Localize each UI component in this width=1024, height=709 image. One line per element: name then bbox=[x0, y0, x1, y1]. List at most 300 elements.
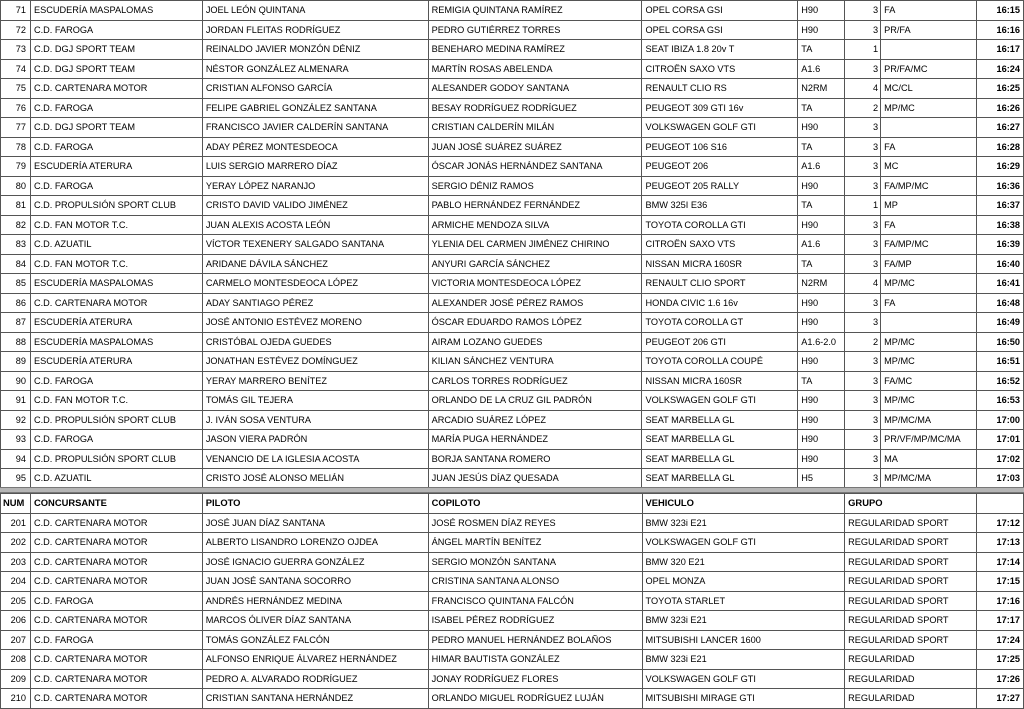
cell-hora: 17:13 bbox=[977, 533, 1024, 553]
cell-concursante: C.D. CARTENARA MOTOR bbox=[30, 513, 202, 533]
cell-copiloto: MARÍA PUGA HERNÁNDEZ bbox=[428, 430, 642, 450]
cell-vehiculo: SEAT IBIZA 1.8 20v T bbox=[642, 40, 798, 60]
cell-concursante: C.D. PROPULSIÓN SPORT CLUB bbox=[30, 410, 202, 430]
cell-piloto: FELIPE GABRIEL GONZÁLEZ SANTANA bbox=[202, 98, 428, 118]
cell-vehiculo: CITROËN SAXO VTS bbox=[642, 59, 798, 79]
cell-copiloto: BESAY RODRÍGUEZ RODRÍGUEZ bbox=[428, 98, 642, 118]
cell-hora: 17:01 bbox=[977, 430, 1024, 450]
cell-grupo: REGULARIDAD bbox=[845, 669, 977, 689]
cell-copiloto: ORLANDO MIGUEL RODRÍGUEZ LUJÁN bbox=[428, 689, 642, 709]
cell-vehiculo: NISSAN MICRA 160SR bbox=[642, 254, 798, 274]
table-header-row bbox=[1, 494, 1024, 514]
cell-grupo: REGULARIDAD SPORT bbox=[845, 572, 977, 592]
cell-vehiculo: VOLKSWAGEN GOLF GTI bbox=[642, 533, 845, 553]
table-row bbox=[1, 410, 1024, 430]
cell-vehiculo: OPEL MONZA bbox=[642, 572, 845, 592]
header-vehiculo: VEHICULO bbox=[642, 494, 845, 514]
cell-piloto: ARIDANE DÁVILA SÁNCHEZ bbox=[202, 254, 428, 274]
cell-piloto: CRISTO DAVID VALIDO JIMÉNEZ bbox=[202, 196, 428, 216]
cell-copiloto: JUAN JOSÉ SUÁREZ SUÁREZ bbox=[428, 137, 642, 157]
cell-copiloto: ANYURI GARCÍA SÁNCHEZ bbox=[428, 254, 642, 274]
cell-piloto: VENANCIO DE LA IGLESIA ACOSTA bbox=[202, 449, 428, 469]
cell-hora: 16:38 bbox=[977, 215, 1024, 235]
cell-num: 85 bbox=[1, 274, 31, 294]
cell-vehiculo: SEAT MARBELLA GL bbox=[642, 410, 798, 430]
cell-grupo: H90 bbox=[798, 293, 845, 313]
cell-concursante: ESCUDERÍA ATERURA bbox=[30, 157, 202, 177]
cell-grupo: H90 bbox=[798, 215, 845, 235]
header-grupo: GRUPO bbox=[845, 494, 977, 514]
cell-num: 209 bbox=[1, 669, 31, 689]
cell-vehiculo: BMW 320 E21 bbox=[642, 552, 845, 572]
cell-copiloto: ARCADIO SUÁREZ LÓPEZ bbox=[428, 410, 642, 430]
cell-clase: FA/MP/MC bbox=[881, 176, 977, 196]
cell-copiloto: REMIGIA QUINTANA RAMÍREZ bbox=[428, 1, 642, 21]
cell-clase: FA/MP/MC bbox=[881, 235, 977, 255]
cell-vehiculo: VOLKSWAGEN GOLF GTI bbox=[642, 391, 798, 411]
cell-plazas: 3 bbox=[845, 469, 881, 489]
cell-num: 89 bbox=[1, 352, 31, 372]
cell-grupo: TA bbox=[798, 40, 845, 60]
cell-grupo: TA bbox=[798, 196, 845, 216]
cell-grupo: TA bbox=[798, 371, 845, 391]
cell-piloto: MARCOS ÓLIVER DÍAZ SANTANA bbox=[202, 611, 428, 631]
cell-piloto: JONATHAN ESTÉVEZ DOMÍNGUEZ bbox=[202, 352, 428, 372]
cell-vehiculo: BMW 323i E21 bbox=[642, 650, 845, 670]
cell-copiloto: CARLOS TORRES RODRÍGUEZ bbox=[428, 371, 642, 391]
table-row bbox=[1, 20, 1024, 40]
cell-plazas: 3 bbox=[845, 20, 881, 40]
cell-concursante: C.D. PROPULSIÓN SPORT CLUB bbox=[30, 449, 202, 469]
cell-grupo: N2RM bbox=[798, 274, 845, 294]
cell-num: 87 bbox=[1, 313, 31, 333]
cell-hora: 17:25 bbox=[977, 650, 1024, 670]
cell-concursante: C.D. CARTENARA MOTOR bbox=[30, 611, 202, 631]
cell-copiloto: PEDRO GUTIÉRREZ TORRES bbox=[428, 20, 642, 40]
cell-grupo: H90 bbox=[798, 410, 845, 430]
cell-num: 72 bbox=[1, 20, 31, 40]
cell-plazas: 2 bbox=[845, 332, 881, 352]
cell-grupo: A1.6 bbox=[798, 235, 845, 255]
cell-concursante: C.D. DGJ SPORT TEAM bbox=[30, 40, 202, 60]
cell-concursante: C.D. AZUATIL bbox=[30, 469, 202, 489]
cell-copiloto: PEDRO MANUEL HERNÁNDEZ BOLAÑOS bbox=[428, 630, 642, 650]
cell-concursante: ESCUDERÍA ATERURA bbox=[30, 352, 202, 372]
cell-plazas: 3 bbox=[845, 235, 881, 255]
cell-concursante: C.D. CARTENARA MOTOR bbox=[30, 650, 202, 670]
cell-num: 206 bbox=[1, 611, 31, 631]
cell-clase: FA bbox=[881, 293, 977, 313]
table-row bbox=[1, 254, 1024, 274]
cell-num: 76 bbox=[1, 98, 31, 118]
cell-clase: PR/FA bbox=[881, 20, 977, 40]
cell-grupo: REGULARIDAD bbox=[845, 650, 977, 670]
cell-grupo: H90 bbox=[798, 313, 845, 333]
cell-plazas: 2 bbox=[845, 98, 881, 118]
table-row bbox=[1, 552, 1024, 572]
cell-grupo: REGULARIDAD SPORT bbox=[845, 611, 977, 631]
cell-concursante: C.D. FAROGA bbox=[30, 20, 202, 40]
table-row bbox=[1, 332, 1024, 352]
cell-concursante: C.D. CARTENARA MOTOR bbox=[30, 293, 202, 313]
cell-vehiculo: TOYOTA STARLET bbox=[642, 591, 845, 611]
cell-piloto: YERAY MARRERO BENÍTEZ bbox=[202, 371, 428, 391]
cell-vehiculo: RENAULT CLIO RS bbox=[642, 79, 798, 99]
cell-clase: MA bbox=[881, 449, 977, 469]
cell-plazas: 3 bbox=[845, 157, 881, 177]
cell-vehiculo: PEUGEOT 206 bbox=[642, 157, 798, 177]
cell-clase bbox=[881, 118, 977, 138]
cell-plazas: 3 bbox=[845, 313, 881, 333]
table-row bbox=[1, 137, 1024, 157]
cell-piloto: CARMELO MONTESDEOCA LÓPEZ bbox=[202, 274, 428, 294]
cell-grupo: N2RM bbox=[798, 79, 845, 99]
cell-clase: FA bbox=[881, 215, 977, 235]
cell-concursante: C.D. AZUATIL bbox=[30, 235, 202, 255]
cell-vehiculo: RENAULT CLIO SPORT bbox=[642, 274, 798, 294]
cell-hora: 17:12 bbox=[977, 513, 1024, 533]
table-row bbox=[1, 611, 1024, 631]
cell-grupo: A1.6 bbox=[798, 157, 845, 177]
cell-grupo: H5 bbox=[798, 469, 845, 489]
cell-plazas: 3 bbox=[845, 371, 881, 391]
cell-num: 94 bbox=[1, 449, 31, 469]
cell-piloto: J. IVÁN SOSA VENTURA bbox=[202, 410, 428, 430]
cell-piloto: JOEL LEÓN QUINTANA bbox=[202, 1, 428, 21]
cell-copiloto: MARTÍN ROSAS ABELENDA bbox=[428, 59, 642, 79]
cell-clase: PR/VF/MP/MC/MA bbox=[881, 430, 977, 450]
cell-piloto: JUAN JOSÉ SANTANA SOCORRO bbox=[202, 572, 428, 592]
cell-clase: MP/MC/MA bbox=[881, 469, 977, 489]
cell-grupo: H90 bbox=[798, 20, 845, 40]
cell-copiloto: ISABEL PÉREZ RODRÍGUEZ bbox=[428, 611, 642, 631]
cell-vehiculo: BMW 325I E36 bbox=[642, 196, 798, 216]
cell-vehiculo: HONDA CIVIC 1.6 16v bbox=[642, 293, 798, 313]
table-row bbox=[1, 449, 1024, 469]
cell-hora: 17:00 bbox=[977, 410, 1024, 430]
cell-piloto: TOMÁS GONZÁLEZ FALCÓN bbox=[202, 630, 428, 650]
cell-piloto: JOSÉ IGNACIO GUERRA GONZÁLEZ bbox=[202, 552, 428, 572]
cell-clase: MP/MC bbox=[881, 274, 977, 294]
cell-num: 95 bbox=[1, 469, 31, 489]
cell-piloto: YERAY LÓPEZ NARANJO bbox=[202, 176, 428, 196]
cell-piloto: REINALDO JAVIER MONZÓN DÉNIZ bbox=[202, 40, 428, 60]
cell-piloto: ALFONSO ENRIQUE ÁLVAREZ HERNÁNDEZ bbox=[202, 650, 428, 670]
cell-copiloto: AIRAM LOZANO GUEDES bbox=[428, 332, 642, 352]
cell-vehiculo: OPEL CORSA GSI bbox=[642, 1, 798, 21]
cell-concursante: ESCUDERÍA MASPALOMAS bbox=[30, 332, 202, 352]
cell-copiloto: ÁNGEL MARTÍN BENÍTEZ bbox=[428, 533, 642, 553]
cell-plazas: 3 bbox=[845, 59, 881, 79]
cell-clase: MP/MC bbox=[881, 332, 977, 352]
cell-clase: MC/CL bbox=[881, 79, 977, 99]
cell-hora: 16:29 bbox=[977, 157, 1024, 177]
cell-hora: 16:28 bbox=[977, 137, 1024, 157]
cell-plazas: 3 bbox=[845, 137, 881, 157]
cell-concursante: ESCUDERÍA ATERURA bbox=[30, 313, 202, 333]
cell-copiloto: JUAN JESÚS DÍAZ QUESADA bbox=[428, 469, 642, 489]
cell-num: 75 bbox=[1, 79, 31, 99]
cell-copiloto: CRISTIAN CALDERÍN MILÁN bbox=[428, 118, 642, 138]
cell-num: 205 bbox=[1, 591, 31, 611]
table-row bbox=[1, 572, 1024, 592]
table-row bbox=[1, 215, 1024, 235]
cell-concursante: C.D. FAROGA bbox=[30, 430, 202, 450]
cell-copiloto: BORJA SANTANA ROMERO bbox=[428, 449, 642, 469]
cell-clase: PR/FA/MC bbox=[881, 59, 977, 79]
cell-grupo: REGULARIDAD SPORT bbox=[845, 552, 977, 572]
table-row bbox=[1, 650, 1024, 670]
table-row bbox=[1, 118, 1024, 138]
cell-piloto: FRANCISCO JAVIER CALDERÍN SANTANA bbox=[202, 118, 428, 138]
cell-num: 207 bbox=[1, 630, 31, 650]
cell-plazas: 3 bbox=[845, 391, 881, 411]
cell-hora: 16:15 bbox=[977, 1, 1024, 21]
table-row bbox=[1, 59, 1024, 79]
cell-piloto: JUAN ALEXIS ACOSTA LEÓN bbox=[202, 215, 428, 235]
cell-hora: 16:37 bbox=[977, 196, 1024, 216]
cell-plazas: 4 bbox=[845, 274, 881, 294]
cell-hora: 17:17 bbox=[977, 611, 1024, 631]
cell-hora: 16:49 bbox=[977, 313, 1024, 333]
cell-piloto: CRISTIAN ALFONSO GARCÍA bbox=[202, 79, 428, 99]
cell-hora: 17:16 bbox=[977, 591, 1024, 611]
cell-piloto: NÉSTOR GONZÁLEZ ALMENARA bbox=[202, 59, 428, 79]
cell-grupo: REGULARIDAD SPORT bbox=[845, 513, 977, 533]
cell-piloto: TOMÁS GIL TEJERA bbox=[202, 391, 428, 411]
cell-num: 201 bbox=[1, 513, 31, 533]
table-row bbox=[1, 469, 1024, 489]
cell-num: 208 bbox=[1, 650, 31, 670]
cell-plazas: 4 bbox=[845, 79, 881, 99]
cell-copiloto: JOSÉ ROSMEN DÍAZ REYES bbox=[428, 513, 642, 533]
cell-concursante: C.D. CARTENARA MOTOR bbox=[30, 572, 202, 592]
cell-grupo: H90 bbox=[798, 352, 845, 372]
cell-num: 93 bbox=[1, 430, 31, 450]
cell-concursante: C.D. CARTENARA MOTOR bbox=[30, 552, 202, 572]
cell-clase: MP/MC/MA bbox=[881, 410, 977, 430]
cell-clase: FA/MC bbox=[881, 371, 977, 391]
cell-concursante: C.D. DGJ SPORT TEAM bbox=[30, 118, 202, 138]
cell-piloto: JORDAN FLEITAS RODRÍGUEZ bbox=[202, 20, 428, 40]
cell-piloto: PEDRO A. ALVARADO RODRÍGUEZ bbox=[202, 669, 428, 689]
table-row bbox=[1, 630, 1024, 650]
header-piloto: PILOTO bbox=[202, 494, 428, 514]
table-row bbox=[1, 293, 1024, 313]
cell-num: 81 bbox=[1, 196, 31, 216]
cell-plazas: 3 bbox=[845, 449, 881, 469]
cell-piloto: LUIS SERGIO MARRERO DÍAZ bbox=[202, 157, 428, 177]
cell-grupo: H90 bbox=[798, 449, 845, 469]
cell-plazas: 3 bbox=[845, 118, 881, 138]
cell-piloto: CRISTÓBAL OJEDA GUEDES bbox=[202, 332, 428, 352]
cell-clase: MC bbox=[881, 157, 977, 177]
cell-clase: MP bbox=[881, 196, 977, 216]
table-row bbox=[1, 669, 1024, 689]
cell-vehiculo: NISSAN MICRA 160SR bbox=[642, 371, 798, 391]
cell-vehiculo: PEUGEOT 309 GTI 16v bbox=[642, 98, 798, 118]
cell-hora: 16:48 bbox=[977, 293, 1024, 313]
cell-clase: FA bbox=[881, 1, 977, 21]
cell-copiloto: ALEXANDER JOSÉ PÉREZ RAMOS bbox=[428, 293, 642, 313]
cell-grupo: REGULARIDAD SPORT bbox=[845, 533, 977, 553]
cell-concursante: C.D. DGJ SPORT TEAM bbox=[30, 59, 202, 79]
cell-vehiculo: TOYOTA COROLLA COUPÉ bbox=[642, 352, 798, 372]
cell-grupo: H90 bbox=[798, 1, 845, 21]
cell-copiloto: KILIAN SÁNCHEZ VENTURA bbox=[428, 352, 642, 372]
cell-concursante: C.D. FAROGA bbox=[30, 630, 202, 650]
cell-copiloto: ÓSCAR JONÁS HERNÁNDEZ SANTANA bbox=[428, 157, 642, 177]
cell-hora: 16:26 bbox=[977, 98, 1024, 118]
table-row bbox=[1, 1, 1024, 21]
cell-num: 204 bbox=[1, 572, 31, 592]
cell-clase: FA/MP bbox=[881, 254, 977, 274]
cell-hora: 16:53 bbox=[977, 391, 1024, 411]
cell-num: 203 bbox=[1, 552, 31, 572]
cell-vehiculo: PEUGEOT 106 S16 bbox=[642, 137, 798, 157]
cell-plazas: 3 bbox=[845, 430, 881, 450]
cell-hora: 16:41 bbox=[977, 274, 1024, 294]
cell-vehiculo: TOYOTA COROLLA GTI bbox=[642, 215, 798, 235]
cell-hora: 17:02 bbox=[977, 449, 1024, 469]
table-row bbox=[1, 79, 1024, 99]
cell-piloto: ADAY PÉREZ MONTESDEOCA bbox=[202, 137, 428, 157]
cell-piloto: CRISTIAN SANTANA HERNÁNDEZ bbox=[202, 689, 428, 709]
cell-hora: 16:39 bbox=[977, 235, 1024, 255]
table-row bbox=[1, 274, 1024, 294]
cell-grupo: H90 bbox=[798, 118, 845, 138]
cell-concursante: C.D. FAN MOTOR T.C. bbox=[30, 391, 202, 411]
cell-concursante: C.D. FAROGA bbox=[30, 137, 202, 157]
cell-piloto: JOSÉ JUAN DÍAZ SANTANA bbox=[202, 513, 428, 533]
cell-hora: 16:24 bbox=[977, 59, 1024, 79]
cell-num: 92 bbox=[1, 410, 31, 430]
cell-num: 202 bbox=[1, 533, 31, 553]
cell-hora: 16:25 bbox=[977, 79, 1024, 99]
table-row bbox=[1, 371, 1024, 391]
cell-clase bbox=[881, 313, 977, 333]
cell-num: 83 bbox=[1, 235, 31, 255]
table-row bbox=[1, 196, 1024, 216]
cell-copiloto: YLENIA DEL CARMEN JIMÉNEZ CHIRINO bbox=[428, 235, 642, 255]
cell-piloto: ADAY SANTIAGO PÉREZ bbox=[202, 293, 428, 313]
cell-clase: MP/MC bbox=[881, 352, 977, 372]
cell-num: 77 bbox=[1, 118, 31, 138]
cell-copiloto: JONAY RODRÍGUEZ FLORES bbox=[428, 669, 642, 689]
cell-copiloto: SERGIO MONZÓN SANTANA bbox=[428, 552, 642, 572]
cell-copiloto: FRANCISCO QUINTANA FALCÓN bbox=[428, 591, 642, 611]
cell-hora: 16:51 bbox=[977, 352, 1024, 372]
cell-vehiculo: MITSUBISHI MIRAGE GTI bbox=[642, 689, 845, 709]
cell-concursante: C.D. FAROGA bbox=[30, 591, 202, 611]
cell-hora: 16:17 bbox=[977, 40, 1024, 60]
cell-hora: 17:14 bbox=[977, 552, 1024, 572]
cell-grupo: H90 bbox=[798, 176, 845, 196]
table-row bbox=[1, 430, 1024, 450]
cell-plazas: 3 bbox=[845, 254, 881, 274]
cell-plazas: 3 bbox=[845, 293, 881, 313]
cell-copiloto: ALESANDER GODOY SANTANA bbox=[428, 79, 642, 99]
table-row bbox=[1, 513, 1024, 533]
cell-copiloto: BENEHARO MEDINA RAMÍREZ bbox=[428, 40, 642, 60]
cell-plazas: 3 bbox=[845, 176, 881, 196]
cell-hora: 17:24 bbox=[977, 630, 1024, 650]
cell-grupo: A1.6 bbox=[798, 59, 845, 79]
table-row bbox=[1, 157, 1024, 177]
cell-plazas: 1 bbox=[845, 196, 881, 216]
cell-vehiculo: PEUGEOT 206 GTI bbox=[642, 332, 798, 352]
cell-grupo: TA bbox=[798, 254, 845, 274]
cell-hora: 17:26 bbox=[977, 669, 1024, 689]
cell-concursante: C.D. CARTENARA MOTOR bbox=[30, 79, 202, 99]
cell-concursante: ESCUDERÍA MASPALOMAS bbox=[30, 1, 202, 21]
cell-concursante: C.D. FAN MOTOR T.C. bbox=[30, 254, 202, 274]
cell-piloto: ALBERTO LISANDRO LORENZO OJDEA bbox=[202, 533, 428, 553]
cell-vehiculo: OPEL CORSA GSI bbox=[642, 20, 798, 40]
table-row bbox=[1, 391, 1024, 411]
cell-vehiculo: BMW 323i E21 bbox=[642, 611, 845, 631]
cell-hora: 16:40 bbox=[977, 254, 1024, 274]
cell-hora: 16:52 bbox=[977, 371, 1024, 391]
cell-num: 80 bbox=[1, 176, 31, 196]
cell-copiloto: PABLO HERNÁNDEZ FERNÁNDEZ bbox=[428, 196, 642, 216]
cell-vehiculo: SEAT MARBELLA GL bbox=[642, 449, 798, 469]
cell-copiloto: VICTORIA MONTESDEOCA LÓPEZ bbox=[428, 274, 642, 294]
cell-grupo: TA bbox=[798, 137, 845, 157]
cell-concursante: C.D. CARTENARA MOTOR bbox=[30, 669, 202, 689]
cell-copiloto: ARMICHE MENDOZA SILVA bbox=[428, 215, 642, 235]
cell-grupo: REGULARIDAD SPORT bbox=[845, 591, 977, 611]
table-row bbox=[1, 313, 1024, 333]
cell-num: 90 bbox=[1, 371, 31, 391]
table-row bbox=[1, 591, 1024, 611]
cell-grupo: H90 bbox=[798, 391, 845, 411]
cell-copiloto: SERGIO DÉNIZ RAMOS bbox=[428, 176, 642, 196]
table-row bbox=[1, 689, 1024, 709]
cell-grupo: A1.6-2.0 bbox=[798, 332, 845, 352]
table-row bbox=[1, 40, 1024, 60]
cell-hora: 17:27 bbox=[977, 689, 1024, 709]
table-row bbox=[1, 235, 1024, 255]
cell-plazas: 3 bbox=[845, 352, 881, 372]
cell-piloto: JOSÉ ANTONIO ESTÉVEZ MORENO bbox=[202, 313, 428, 333]
cell-vehiculo: BMW 323i E21 bbox=[642, 513, 845, 533]
cell-num: 88 bbox=[1, 332, 31, 352]
cell-num: 86 bbox=[1, 293, 31, 313]
header-hora bbox=[977, 494, 1024, 514]
header-concursante: CONCURSANTE bbox=[30, 494, 202, 514]
cell-grupo: REGULARIDAD SPORT bbox=[845, 630, 977, 650]
cell-clase: FA bbox=[881, 137, 977, 157]
cell-hora: 16:16 bbox=[977, 20, 1024, 40]
cell-num: 79 bbox=[1, 157, 31, 177]
cell-num: 74 bbox=[1, 59, 31, 79]
cell-clase: MP/MC bbox=[881, 98, 977, 118]
cell-plazas: 3 bbox=[845, 1, 881, 21]
cell-vehiculo: PEUGEOT 205 RALLY bbox=[642, 176, 798, 196]
cell-hora: 16:50 bbox=[977, 332, 1024, 352]
cell-concursante: ESCUDERÍA MASPALOMAS bbox=[30, 274, 202, 294]
cell-grupo: TA bbox=[798, 98, 845, 118]
cell-num: 73 bbox=[1, 40, 31, 60]
cell-concursante: C.D. CARTENARA MOTOR bbox=[30, 689, 202, 709]
cell-grupo: REGULARIDAD bbox=[845, 689, 977, 709]
cell-piloto: CRISTO JOSÉ ALONSO MELIÁN bbox=[202, 469, 428, 489]
cell-num: 84 bbox=[1, 254, 31, 274]
cell-hora: 17:15 bbox=[977, 572, 1024, 592]
cell-vehiculo: VOLKSWAGEN GOLF GTI bbox=[642, 118, 798, 138]
cell-concursante: C.D. CARTENARA MOTOR bbox=[30, 533, 202, 553]
